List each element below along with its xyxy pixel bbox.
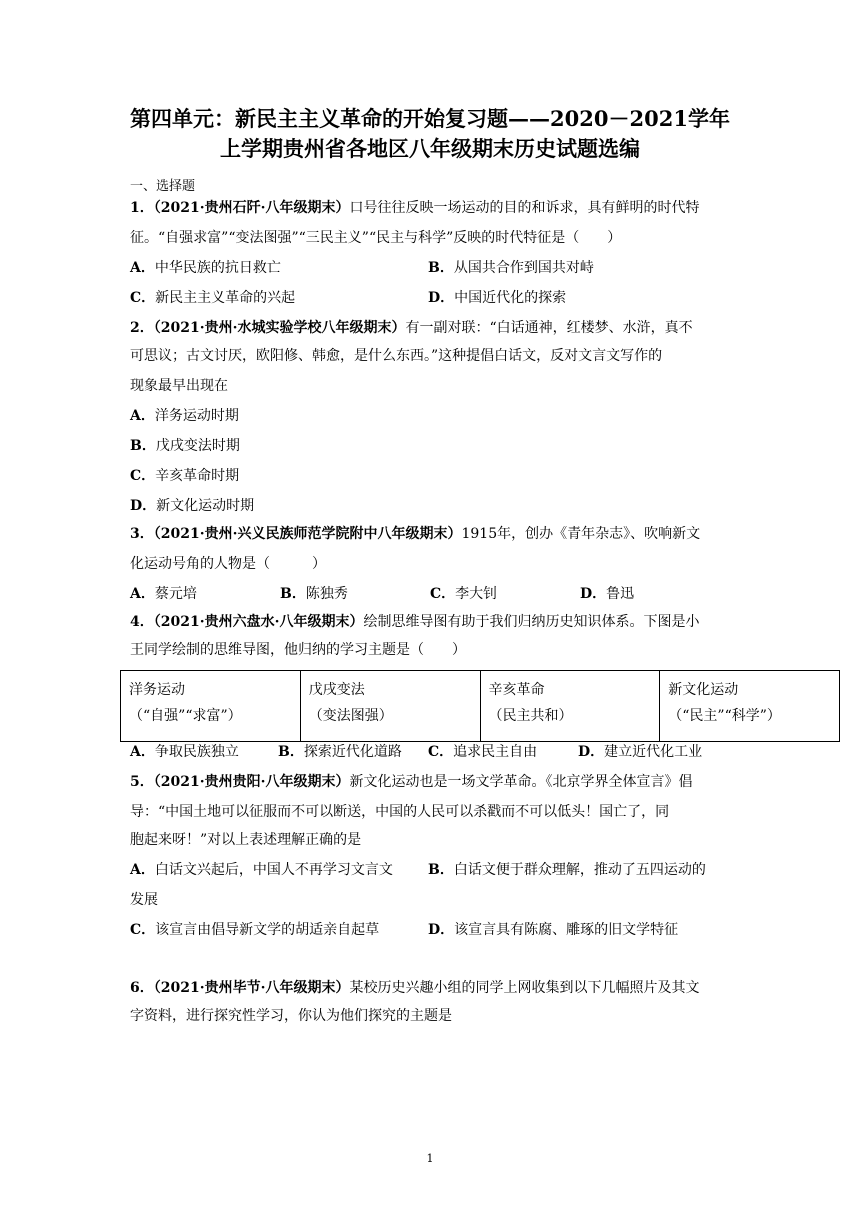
question-text: 口号往往反映一场运动的目的和诉求，具有鲜明的时代特 — [349, 200, 700, 216]
question-source: （2021·贵州·水城实验学校八年级期末） — [153, 320, 406, 336]
table-row — [121, 671, 840, 742]
question-1-line-2: 征。“自强求富”“变法图强”“三民主义”“民主与科学”反映的时代特征是（ ） — [130, 230, 622, 246]
question-number: 6． — [130, 980, 154, 996]
question-4-option-a[interactable]: A．争取民族独立 — [130, 744, 239, 760]
question-text: 1915年，创办《青年杂志》、吹响新文 — [461, 526, 701, 542]
question-6-line-1 — [130, 978, 699, 998]
question-text: 新文化运动也是一场文学革命。《北京学界全体宣言》倡 — [349, 774, 693, 790]
question-3-option-a[interactable]: A．蔡元培 — [130, 586, 197, 602]
question-3-line-2: 化运动号角的人物是（ ） — [130, 556, 326, 572]
document-title-line-2: 上学期贵州省各地区八年级期末历史试题选编 — [220, 136, 640, 161]
question-number: 2． — [130, 320, 154, 336]
question-text: 某校历史兴趣小组的同学上网收集到以下几幅照片及其文 — [349, 980, 700, 996]
question-2-line-3: 现象最早出现在 — [130, 378, 228, 394]
question-number: 5． — [130, 774, 154, 790]
question-5-option-d[interactable]: D．该宣言具有陈腐、雕琢的旧文学特征 — [428, 922, 679, 938]
question-2-line-1 — [130, 318, 693, 338]
question-5-line-2: 导：“中国土地可以征服而不可以断送，中国的人民可以杀戳而不可以低头！国亡了，同 — [130, 804, 670, 820]
question-5-line-1 — [130, 772, 692, 792]
question-5-option-c[interactable]: C．该宣言由倡导新文学的胡适亲自起草 — [130, 922, 380, 938]
question-source: （2021·贵州贵阳·八年级期末） — [153, 774, 350, 790]
question-1-option-a[interactable]: A．中华民族的抗日救亡 — [130, 260, 281, 276]
question-source: （2021·贵州石阡·八年级期末） — [153, 200, 350, 216]
question-6-line-2: 字资料，进行探究性学习，你认为他们探究的主题是 — [130, 1008, 452, 1024]
question-1-option-c[interactable]: C．新民主主义革命的兴起 — [130, 290, 296, 306]
question-3-line-1 — [130, 524, 700, 544]
question-source: （2021·贵州毕节·八年级期末） — [153, 980, 350, 996]
question-4-option-d[interactable]: D．建立近代化工业 — [578, 744, 703, 760]
question-number: 1． — [130, 200, 154, 216]
table-cell: 辛亥革命 （民主共和） — [480, 671, 660, 742]
question-2-line-2: 可思议；古文讨厌，欧阳修、韩愈，是什么东西。”这种提倡白话文，反对文言文写作的 — [130, 348, 663, 364]
question-2-option-b[interactable]: B．戊戌变法时期 — [130, 438, 240, 454]
question-4-option-c[interactable]: C．追求民主自由 — [428, 744, 538, 760]
question-source: （2021·贵州·兴义民族师范学院附中八年级期末） — [153, 526, 462, 542]
question-number: 3． — [130, 526, 154, 542]
question-5-option-a[interactable]: A．白话文兴起后，中国人不再学习文言文 — [130, 862, 393, 878]
question-text: 绘制思维导图有助于我们归纳历史知识体系。下图是小 — [363, 614, 700, 630]
table-cell: 洋务运动 （“自强”“求富”） — [121, 671, 301, 742]
question-text: 有一副对联：“白话通神，红楼梦、水浒，真不 — [405, 320, 693, 336]
question-3-option-c[interactable]: C．李大钊 — [430, 586, 498, 602]
question-number: 4． — [130, 614, 154, 630]
question-5-option-b[interactable]: B．白话文便于群众理解，推动了五四运动的 — [428, 862, 706, 878]
question-3-option-b[interactable]: B．陈独秀 — [280, 586, 348, 602]
question-4-option-b[interactable]: B．探索近代化道路 — [278, 744, 402, 760]
question-5-line-3: 胞起来呀！”对以上表述理解正确的是 — [130, 832, 362, 848]
table-cell: 戊戌变法 （变法图强） — [300, 671, 480, 742]
question-2-option-c[interactable]: C．辛亥革命时期 — [130, 468, 240, 484]
question-source: （2021·贵州六盘水·八年级期末） — [153, 614, 364, 630]
question-2-option-a[interactable]: A．洋务运动时期 — [130, 408, 239, 424]
table-cell: 新文化运动 （“民主”“科学”） — [660, 671, 840, 742]
question-1-option-b[interactable]: B．从国共合作到国共对峙 — [428, 260, 594, 276]
question-4-line-1 — [130, 612, 699, 632]
question-5-option-b-continuation: 发展 — [130, 892, 158, 908]
mind-map-table — [120, 670, 840, 742]
question-1-line-1 — [130, 198, 699, 218]
section-heading: 一、选择题 — [130, 179, 196, 194]
question-2-option-d[interactable]: D．新文化运动时期 — [130, 498, 255, 514]
question-3-option-d[interactable]: D．鲁迅 — [580, 586, 635, 602]
page-number: 1 — [426, 1152, 434, 1165]
document-title-line-1: 第四单元：新民主主义革命的开始复习题——2020－2021学年 — [130, 106, 730, 131]
question-4-line-2: 王同学绘制的思维导图，他归纳的学习主题是（ ） — [130, 642, 466, 658]
question-1-option-d[interactable]: D．中国近代化的探索 — [428, 290, 567, 306]
